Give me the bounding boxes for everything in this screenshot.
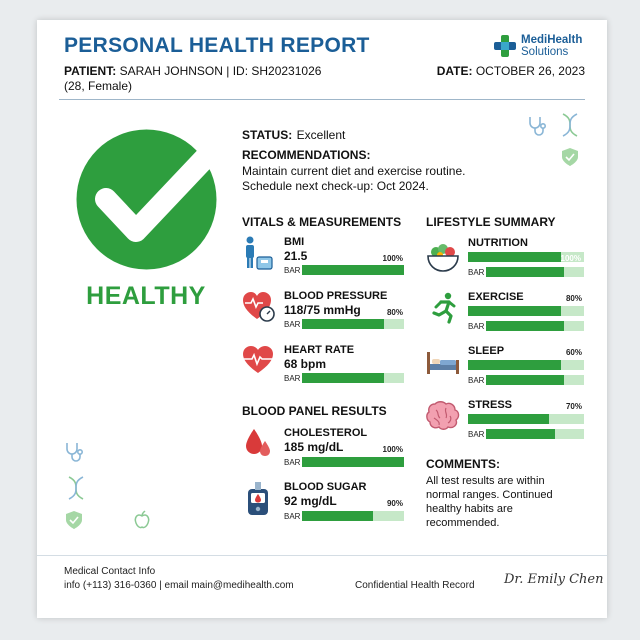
lifestyle-percent: 100%: [560, 254, 581, 263]
status-line: [242, 126, 345, 144]
footer-divider: [37, 555, 607, 556]
lifestyle-progress-bar: [468, 306, 584, 316]
bar-fill: [468, 414, 549, 424]
bar-fill: [302, 373, 384, 383]
bar-fill: [468, 306, 561, 316]
bar-fill: [486, 375, 564, 385]
date-value: OCTOBER 26, 2023: [475, 64, 585, 78]
lifestyle-progress-bar: [486, 321, 584, 331]
lifestyle-progress-bar: [486, 429, 584, 439]
date-line: [437, 64, 585, 78]
status-label: STATUS:: [242, 128, 293, 142]
bar-label: BAR: [468, 322, 485, 331]
dna-icon: [65, 475, 87, 501]
brand-logo: [493, 32, 603, 60]
lifestyle-percent: 70%: [565, 402, 582, 411]
lifestyle-progress-bar: [468, 414, 584, 424]
vital-progress-bar: [302, 265, 404, 275]
comments-label: COMMENTS:: [426, 457, 500, 471]
shield-icon: [561, 147, 579, 167]
vital-progress-bar: [302, 319, 404, 329]
heart-rate-icon: [242, 345, 274, 375]
bar-fill: [302, 511, 373, 521]
lifestyle-name: NUTRITION: [468, 237, 528, 249]
patient-value: SARAH JOHNSON | ID: SH20231026: [119, 64, 322, 78]
bmi-scale-icon: [242, 235, 274, 271]
blood-test-percent: 100%: [382, 445, 403, 454]
running-person-icon: [429, 292, 459, 324]
blood-test-name: CHOLESTEROL: [284, 427, 368, 439]
blood-test-value: 185 mg/dL: [284, 440, 344, 454]
bar-fill: [486, 429, 555, 439]
glucose-meter-icon: [245, 481, 271, 517]
lifestyle-progress-bar: [486, 375, 584, 385]
apple-icon: [133, 510, 151, 530]
blood-drop-icon: [244, 427, 272, 461]
blood-test-name: BLOOD SUGAR: [284, 481, 367, 493]
bar-label: BAR: [284, 320, 301, 329]
bar-label: BAR: [284, 512, 301, 521]
patient-label: PATIENT:: [64, 64, 117, 78]
vital-name: HEART RATE: [284, 344, 355, 356]
bar-fill: [302, 265, 404, 275]
vital-percent: 80%: [386, 308, 403, 317]
bar-label: BAR: [468, 268, 485, 277]
blood-test-progress-bar: [302, 457, 404, 467]
comments-text: All test results are within normal ranges. Continued healthy habits are recommended.: [426, 475, 553, 529]
stethoscope-icon: [525, 114, 549, 138]
vital-value: 118/75 mmHg: [284, 303, 361, 317]
date-label: DATE:: [436, 64, 473, 78]
blood-test-percent: 90%: [386, 499, 403, 508]
recommendation-item: Maintain current diet and exercise routine.: [242, 164, 466, 178]
vital-progress-bar: [302, 373, 404, 383]
bar-fill: [486, 267, 564, 277]
confidential-note: Confidential Health Record: [355, 580, 475, 591]
brand-name: MediHealth: [521, 34, 583, 46]
lifestyle-percent: 80%: [565, 294, 582, 303]
bar-label: BAR: [468, 376, 485, 385]
header-divider: [59, 99, 585, 100]
dna-icon: [559, 112, 581, 138]
blood-pressure-icon: [242, 290, 276, 324]
checkmark-badge-icon: [74, 127, 219, 272]
recommendations-label: RECOMMENDATIONS:: [242, 148, 371, 162]
vital-value: 68 bpm: [284, 357, 327, 371]
lifestyle-name: STRESS: [468, 399, 513, 411]
vital-value: 21.5: [284, 249, 308, 263]
medical-cross-icon: [493, 34, 517, 58]
blood-panel-heading: BLOOD PANEL RESULTS: [242, 404, 387, 418]
patient-details: (28, Female): [64, 79, 133, 93]
vital-percent: 100%: [382, 254, 403, 263]
shield-icon: [65, 510, 83, 530]
doctor-signature: Dr. Emily Chen: [504, 572, 604, 587]
contact-line: info (+113) 316-0360 | email main@medihealth.com: [64, 580, 294, 591]
salad-bowl-icon: [426, 240, 460, 274]
report-title: PERSONAL HEALTH REPORT: [64, 34, 370, 57]
health-report-card: [37, 20, 607, 618]
patient-line: [64, 64, 321, 78]
bar-label: BAR: [284, 374, 301, 383]
lifestyle-percent: 60%: [565, 348, 582, 357]
vital-name: BMI: [284, 236, 305, 248]
lifestyle-progress-bar: [486, 267, 584, 277]
vitals-heading: VITALS & MEASUREMENTS: [242, 215, 402, 229]
bar-fill: [468, 360, 561, 370]
status-value: Excellent: [296, 128, 346, 142]
vital-name: BLOOD PRESSURE: [284, 290, 388, 302]
lifestyle-name: EXERCISE: [468, 291, 524, 303]
bar-label: BAR: [284, 458, 301, 467]
bar-label: BAR: [284, 266, 301, 275]
bed-icon: [426, 350, 460, 376]
recommendation-item: Schedule next check-up: Oct 2024.: [242, 179, 429, 193]
lifestyle-name: SLEEP: [468, 345, 505, 357]
stethoscope-icon: [62, 440, 86, 464]
bar-fill: [302, 457, 404, 467]
blood-test-progress-bar: [302, 511, 404, 521]
lifestyle-progress-bar: [468, 360, 584, 370]
bar-fill: [302, 319, 384, 329]
health-status-badge: HEALTHY: [86, 282, 206, 310]
lifestyle-heading: LIFESTYLE SUMMARY: [426, 215, 556, 229]
bar-fill: [486, 321, 564, 331]
contact-title: Medical Contact Info: [64, 566, 156, 577]
bar-label: BAR: [468, 430, 485, 439]
brain-icon: [426, 400, 460, 432]
blood-test-value: 92 mg/dL: [284, 494, 337, 508]
brand-subname: Solutions: [521, 46, 569, 58]
